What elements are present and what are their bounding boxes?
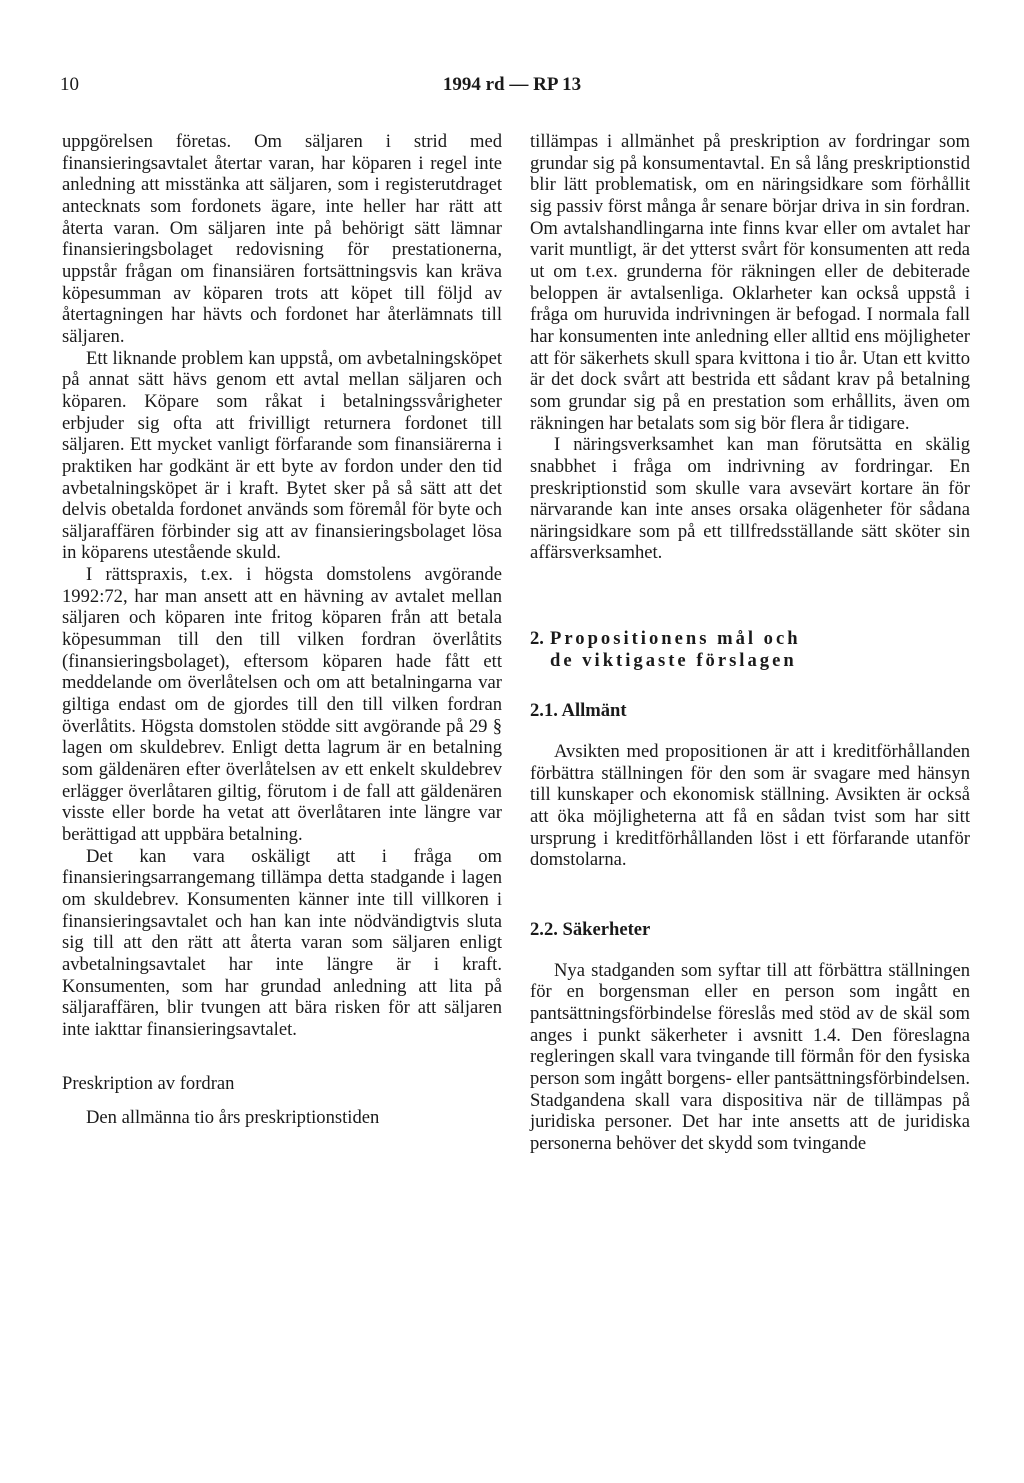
section-title-line2: de viktigaste förslagen [550,649,797,671]
paragraph: Nya stadganden som syftar till att förbättra ställningen för en borgensman eller en person som ingått en pantsättningsförbindelse föreslås med stöd av de skäl som anges i punkt säkerheter i avsnitt 1.4. Den föreslagna regleringen skall vara tvingande till förmån för den fysiska person som ingått borgens- eller pantsättningsförbindelsen. Stadgandena skall vara dispositiva när de tillämpas på juridiska personer. Det har inte ansetts att de juridiska personerna behöver det skydd som tvingande [530,959,970,1154]
paragraph: tillämpas i allmänhet på preskription av fordringar som grundar sig på konsumentavtal. En så lång preskriptionstid blir lätt problematisk, om en näringsidkare som förhållit sig passiv först många år senare börjar driva in sin fordran. Om avtalshandlingarna inte finns kvar eller om avtalet har varit muntligt, är det ytterst svårt för konsumenten att reda ut om t.ex. grunderna för räkningen eller de debiterade beloppen är avtalsenliga. Oklarheter kan också uppstå i fråga om huruvida indrivningen är befogad. I normala fall har konsumenten inte anledning eller alltid ens möjligheter att för säkerhets skull spara kvittona i tio år. Utan ett kvitto är det dock svårt att bestrida ett sådant krav på betalning som grundar sig på en prestation som erhållits, även om räkningen har betalats som sig bör flera år tidigare. [530,131,970,434]
paragraph: Avsikten med propositionen är att i kreditförhållanden förbättra ställningen för den som är svagare med hänsyn till kunskaper och ekonomisk ställning. Avsikten är också att öka möjligheterna att få en sådan tvist som har sitt ursprung i kreditförhållanden löst i ett förfarande utanför domstolarna. [530,741,970,871]
section-heading [530,628,970,671]
subheading-preskription: Preskription av fordran [62,1072,235,1094]
section-number: 2. [530,628,544,650]
paragraph: Den allmänna tio års preskriptionstiden [86,1107,380,1129]
paragraph: I näringsverksamhet kan man förutsätta en skälig snabbhet i fråga om indrivning av fordringar. En preskriptionstid som skulle vara avsevärt kortare än för närvarande kan inte anses orsaka olägenheter för sådana näringsidkare som på ett tillfredsställande sätt sköter sin affärsverksamhet. [530,434,970,564]
paragraph: I rättspraxis, t.ex. i högsta domstolens avgörande 1992:72, har man ansett att en hävning av avtalet mellan säljaren och köparen inte fritog köparen från att betala köpesumman till den till vilken fordran överlåtits (finansieringsbolaget), eftersom köparen hade fått ett meddelande om överlåtelsen och om att betalningarna var giltiga endast om de gjordes till den till vilken fordran överlåtits. Högsta domstolen stödde sitt avgörande på 29 § lagen om skuldebrev. Enligt detta lagrum är en betalning som gäldenären efter överlåtelsen av ett enkelt skuldebrev erlägger överlåtaren giltig, förutom i de fall att gäldenären visste eller borde ha vetat att överlåtaren inte längre var berättigad att uppbära betalning. [62,564,502,845]
running-head: 1994 rd — RP 13 [442,74,582,95]
paragraph: Det kan vara oskäligt att i fråga om finansieringsarrangemang tillämpa detta stadgande i lagen om skuldebrev. Konsumenten känner inte till villkoren i finansieringsavtalet och han kan inte nödvändigtvis sluta sig till att den rätt att återta varan som säljaren enligt avbetalningsavtalet har inte längre är i kraft. Konsumenten, som har grundad anledning att lita på säljaraffären, blir tvungen att bära risken för att säljaren inte iakttar finansieringsavtalet. [62,845,502,1040]
paragraph: uppgörelsen företas. Om säljaren i strid med finansieringsavtalet återtar varan, har köparen i regel inte anledning att misstänka att säljaren, som i registerutdraget antecknats som fordonets ägare, inte heller har rätt att återta varan. Om säljaren inte på behörigt sätt lämnar finansieringsbolaget redovisning för prestationerna, uppstår frågan om finansiären fortsättningsvis kan kräva köpesumman av köparen trots att köpet till följd av återtagningen har hävts och fordonet har återlämnats till säljaren. [62,131,502,347]
section-title-line1: Propositionens mål och [550,628,801,650]
subsection-heading-allmant: 2.1. Allmänt [530,700,627,722]
paragraph: Ett liknande problem kan uppstå, om avbetalningsköpet på annat sätt hävs genom ett avtal mellan säljaren och köparen. Köpare som råkat i betalningssvårigheter erbjuder sig ofta att frivilligt returnera fordonet till säljaren. Ett mycket vanligt förfarande som finansiärerna i praktiken har godkänt är ett byte av fordon under den tid avbetalningsköpet är i kraft. Bytet sker på så sätt att det delvis obetalda fordonet används som föremål för byte och säljaraffären förbinder sig att av finansieringsbolaget lösa in köparens utestående skuld. [62,347,502,564]
subsection-heading-sakerheter: 2.2. Säkerheter [530,919,651,941]
right-column [530,131,970,1155]
page-number: 10 [60,74,79,95]
left-column [62,131,502,1129]
